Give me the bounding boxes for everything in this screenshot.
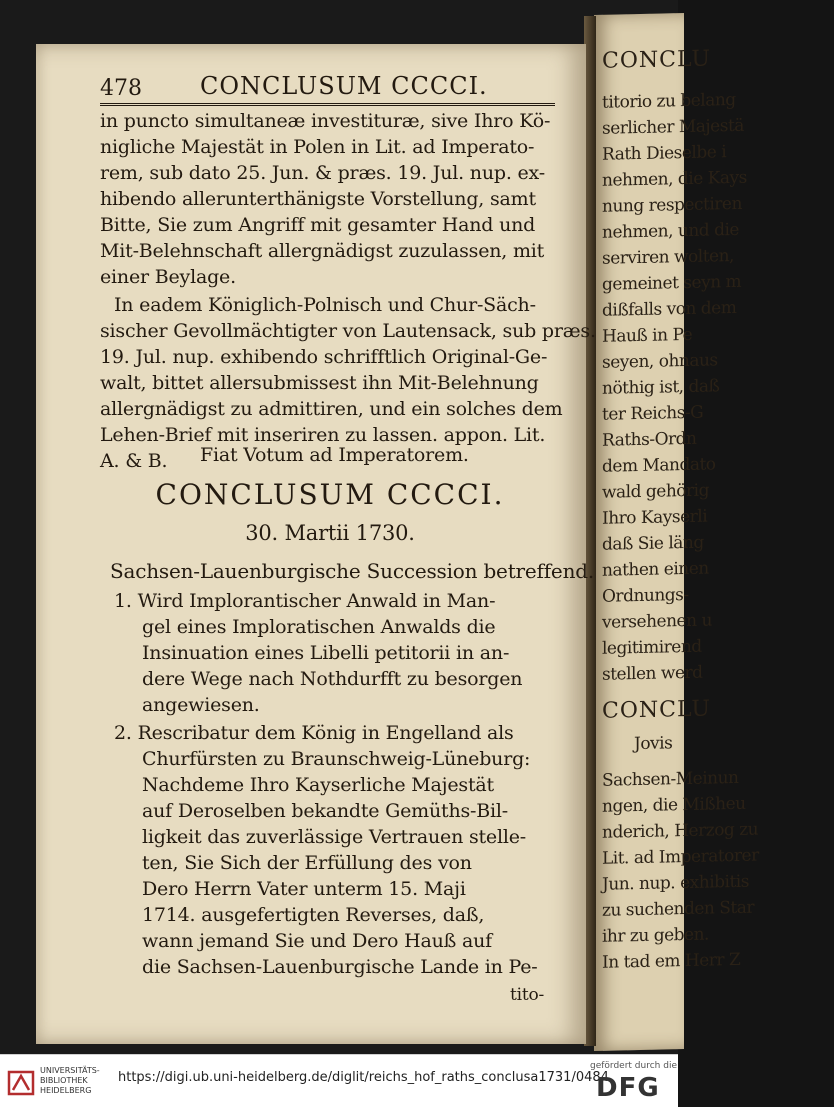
text-line: Lehen-Brief mit inseriren zu lassen. appon. Lit. [100,424,546,446]
item-line: gel eines Imploratischen Anwalds die [142,616,496,638]
facing-line: gemeinet seyn m [602,271,742,295]
section-title: CONCLUSUM CCCCI. [155,478,505,511]
facing-line: wald gehörig [602,480,709,503]
item-line: wann jemand Sie und Dero Hauß auf [142,930,492,952]
text-line: hibendo allerunterthänigste Vorstellung, samt [100,188,536,210]
facing-line: Hauß in Pe [602,324,693,347]
item-line: 1. Wird Implorantischer Anwald in Man- [114,590,496,612]
item-line: 1714. ausgefertigten Reverses, daß, [142,904,485,926]
item-line: ten, Sie Sich der Erfüllung des von [142,852,472,874]
item-line: ligkeit das zuverlässige Vertrauen stelle- [142,826,526,848]
facing-line: Ordnungs- [602,584,689,607]
facing-line: seyen, ohnaus [602,350,718,373]
facing-line: In tad em Herr Z [602,949,741,973]
catchword: tito- [510,985,545,1005]
text-line: A. & B. [100,450,168,472]
permalink-url[interactable]: https://digi.ub.uni-heidelberg.de/diglit/reichs_hof_raths_conclusa1731/0484 [118,1070,609,1085]
facing-line: serlicher Majestä [602,115,744,139]
item-line: Insinuation eines Libelli petitorii in an- [142,642,510,664]
facing-line: Ihro Kayserli [602,506,708,529]
facing-line: dem Mandato [602,454,716,477]
facing-line: stellen werd [602,662,703,685]
item-line: die Sachsen-Lauenburgische Lande in Pe- [142,956,538,978]
viewer-footer [0,1054,678,1107]
text-line: sischer Gevollmächtigter von Lautensack, sub præs. [100,320,596,342]
header-rule [100,103,555,106]
facing-line: versehenen u [602,610,712,633]
funded-by-label: gefördert durch die [590,1061,677,1071]
facing-line: nderich, Herzog zu [602,819,759,843]
text-line: 19. Jul. nup. exhibendo schrifftlich Original-Ge- [100,346,548,368]
facing-section-title: CONCLU [602,696,711,724]
item-line: Dero Herrn Vater unterm 15. Maji [142,878,466,900]
facing-line: Sachsen-Meinun [602,767,739,791]
fiat-votum-line: Fiat Votum ad Imperatorem. [200,444,469,466]
subject-line: Sachsen-Lauenburgische Succession betreffend. [110,559,595,583]
item-line: Nachdeme Ihro Kayserliche Majestät [142,774,494,796]
text-line: walt, bittet allersubmissest ihn Mit-Belehnung [100,372,539,394]
facing-line: nehmen, und die [602,219,739,243]
facing-line: daß Sie läng [602,532,704,555]
text-line: Bitte, Sie zum Angriff mit gesamter Hand und [100,214,536,236]
item-line: 2. Rescribatur dem König in Engelland als [114,722,514,744]
text-line: In eadem Königlich-Polnisch und Chur-Säch- [114,294,536,316]
facing-line: nathen einen [602,558,709,581]
text-line: einer Beylage. [100,266,236,288]
facing-line: Jun. nup. exhibitis [602,871,749,895]
library-name-line: UNIVERSITÄTS- [40,1066,100,1075]
facing-line: legitimirend [602,636,702,659]
facing-page [594,13,759,1051]
facing-running-head: CONCLU [602,46,711,74]
text-line: Mit-Belehnschaft allergnädigst zuzulassen, mit [100,240,545,262]
facing-line: ngen, die Mißheu [602,793,746,817]
dfg-logo[interactable]: DFG [596,1073,660,1103]
facing-line: ihr zu geben. [602,924,709,947]
facing-line: Rath Dieselbe i [602,142,727,165]
item-line: Churfürsten zu Braunschweig-Lüneburg: [142,748,531,770]
text-line: rem, sub dato 25. Jun. & præs. 19. Jul. nup. ex- [100,162,545,184]
facing-line: dißfalls von dem [602,297,737,321]
facing-line: titorio zu belang [602,89,736,113]
item-line: angewiesen. [142,694,260,716]
facing-line: serviren wolten, [602,246,734,269]
facing-section-date: Jovis [634,733,673,755]
library-name-line: HEIDELBERG [40,1086,92,1095]
facing-line: ter Reichs-G [602,402,704,425]
facing-line: nehmen, die Kays [602,167,747,191]
library-name-line: BIBLIOTHEK [40,1076,88,1085]
facing-line: zu suchenden Star [602,897,754,921]
text-line: in puncto simultaneæ investituræ, sive Ihro Kö- [100,110,551,132]
running-head: CONCLUSUM CCCCI. [200,72,488,100]
facing-line: Lit. ad Imperatorer [602,845,759,869]
text-line: allergnädigst zu admittiren, und ein solches dem [100,398,563,420]
page-number: 478 [100,76,142,101]
library-name [40,1066,110,1096]
facing-line: nöthig ist, daß [602,376,720,399]
text-line: nigliche Majestät in Polen in Lit. ad Imperato- [100,136,535,158]
section-date: 30. Martii 1730. [245,521,415,545]
facing-line: Raths-Ordn [602,428,697,451]
item-line: dere Wege nach Nothdurfft zu besorgen [142,668,523,690]
item-line: auf Deroselben bekandte Gemüths-Bil- [142,800,509,822]
facing-line: nung respectiren [602,193,742,217]
university-library-logo-icon[interactable] [8,1069,36,1097]
